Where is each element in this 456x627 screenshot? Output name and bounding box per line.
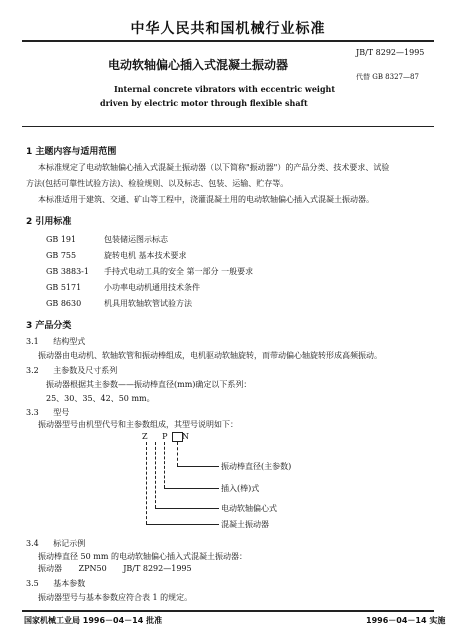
section-1-heading: 1 主题内容与适用范围 (26, 147, 117, 157)
clause-title: 标记示例 (53, 539, 86, 548)
section-1-paragraph-1: 本标准规定了电动软轴偏心插入式混凝土振动器（以下简称"振动器"）的产品分类、技术要求、试验 (38, 163, 390, 172)
clause-3-4-text: 振动棒直径 50 mm 的电动软轴偏心插入式混凝土振动器： (38, 552, 247, 561)
title-rule (22, 126, 434, 127)
reference-item: GB 8630 机具用软轴软管试验方法 (46, 299, 192, 308)
clause-3-2 (26, 365, 117, 376)
leader-line (164, 442, 165, 488)
leader-line (146, 442, 147, 524)
reference-item: GB 191 包装储运图示标志 (46, 235, 168, 244)
leader-line (164, 488, 219, 489)
english-title-line-2: driven by electric motor through flexible shaft (100, 98, 308, 108)
clause-number: 3.5 (26, 579, 39, 588)
approval-date: 国家机械工业局 1996－04－14 批准 (24, 616, 163, 625)
clause-title: 主参数及尺寸系列 (53, 366, 118, 375)
standard-number: JB/T 8292—1995 (356, 48, 425, 57)
footer-rule (22, 610, 434, 612)
diameter-series: 25、30、35、42、50 mm。 (46, 394, 155, 403)
clause-3-3 (26, 407, 69, 418)
model-code-letters: Z P N (142, 432, 196, 441)
example-standard: JB/T 8292—1995 (123, 564, 192, 573)
document-title: 电动软轴偏心插入式混凝土振动器 (108, 58, 289, 72)
english-title-line-1: Internal concrete vibrators with eccentric weight (114, 84, 336, 94)
reference-item: GB 5171 小功率电动机通用技术条件 (46, 283, 200, 292)
reference-item: GB 3883-1 手持式电动工具的安全 第一部分 一般要求 (46, 267, 254, 276)
annotation-diameter: 振动棒直径(主参数) (221, 462, 292, 471)
clause-3-5-text: 振动器型号与基本参数应符合表 1 的规定。 (38, 593, 193, 602)
section-3-heading: 3 产品分类 (26, 321, 72, 331)
marking-example (38, 563, 192, 574)
example-label: 振动器 (38, 564, 62, 573)
leader-line (177, 466, 219, 467)
leader-line (146, 524, 219, 525)
example-model: ZPN50 (78, 564, 107, 573)
standard-category-heading: 中华人民共和国机械行业标准 (130, 21, 326, 37)
clause-3-1-text: 振动器由电动机、软轴软管和振动棒组成，电机驱动软轴旋转，而带动偏心轴旋转形成高频振动。 (38, 351, 382, 360)
clause-3-3-text: 振动器型号由机型代号和主参数组成，其型号说明如下： (38, 420, 238, 429)
header-rule (22, 40, 434, 42)
annotation-insertion-type: 插入(棒)式 (221, 484, 260, 493)
clause-3-1 (26, 336, 85, 347)
clause-3-5 (26, 578, 85, 589)
leader-line (155, 508, 219, 509)
implementation-date: 1996－04－14 实施 (366, 616, 446, 625)
replaces-standard: 代替 GB 8327—87 (356, 73, 419, 81)
annotation-drive-type: 电动软轴偏心式 (221, 504, 277, 513)
clause-title: 结构型式 (53, 337, 86, 346)
annotation-product: 混凝土振动器 (221, 520, 269, 529)
clause-title: 基本参数 (53, 579, 86, 588)
clause-number: 3.1 (26, 337, 39, 346)
parameter-box (172, 432, 183, 442)
clause-number: 3.2 (26, 366, 39, 375)
leader-line (155, 442, 156, 508)
clause-3-4 (26, 538, 85, 549)
section-1-paragraph-2: 方法(包括可靠性试验方法)、检验规则、以及标志、包装、运输、贮存等。 (26, 179, 289, 188)
clause-title: 型号 (53, 408, 70, 417)
section-2-heading: 2 引用标准 (26, 217, 72, 227)
leader-line (177, 442, 178, 466)
reference-item: GB 755 旋转电机 基本技术要求 (46, 251, 187, 260)
clause-number: 3.3 (26, 408, 39, 417)
clause-3-2-text: 振动器根据其主参数——振动棒直径(mm)确定以下系列： (46, 380, 252, 389)
section-1-paragraph-3: 本标准适用于建筑、交通、矿山等工程中，浇灌混凝土用的电动软轴偏心插入式混凝土振动器。 (38, 195, 374, 204)
clause-number: 3.4 (26, 539, 39, 548)
